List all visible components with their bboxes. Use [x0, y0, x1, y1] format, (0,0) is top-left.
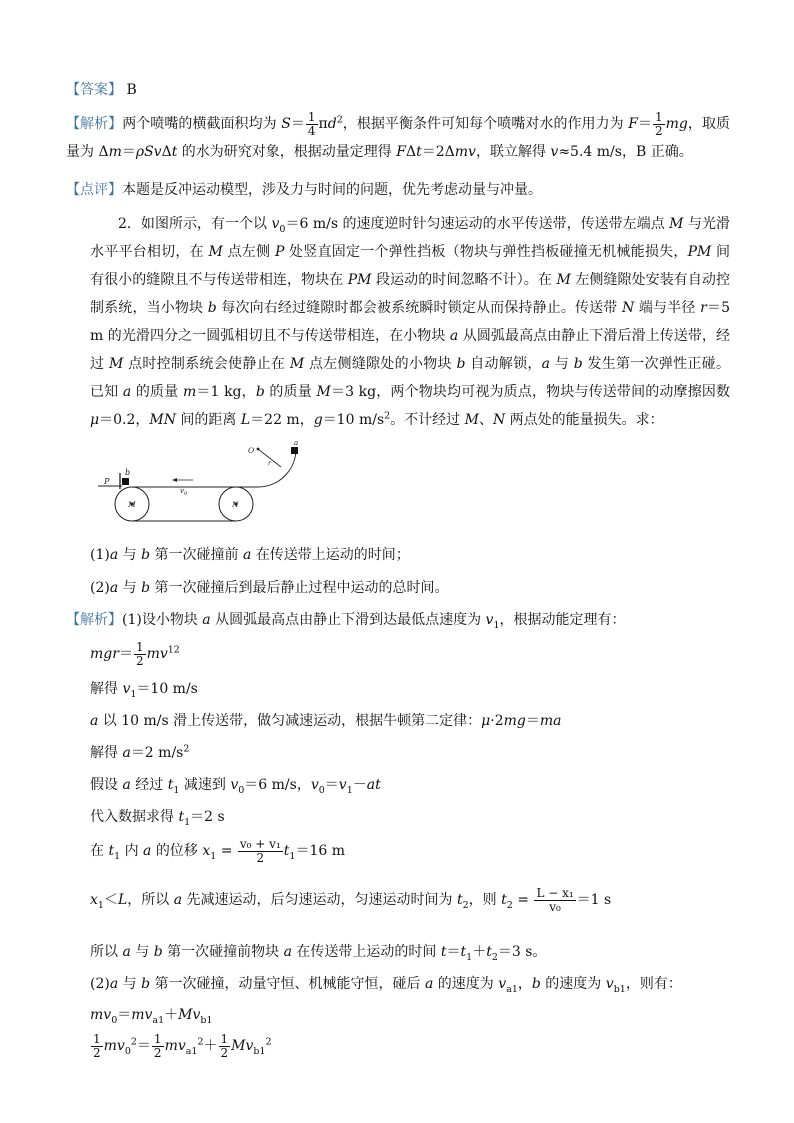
text-run: 在 [90, 843, 109, 859]
math-variable: b [141, 547, 151, 563]
solution-line [90, 938, 730, 966]
fraction [219, 1033, 231, 1060]
math-variable: v [498, 976, 507, 992]
fraction-denominator: v₀ [549, 899, 561, 914]
math-variable: t [178, 809, 185, 825]
fraction-numerator: 1 [135, 639, 144, 654]
text-run: ，所以 [127, 892, 174, 908]
fraction-denominator: 2 [93, 1045, 101, 1060]
text-run: ＝ [324, 777, 339, 793]
math-variable: M [316, 384, 331, 400]
math-variable: a [122, 944, 131, 960]
text-run: ＝ [446, 944, 461, 960]
math-variable: t [440, 944, 447, 960]
text-run: 2．如图所示，有一个以 [118, 216, 272, 232]
text-run: π [318, 116, 328, 132]
text-run: ＝ [118, 646, 133, 662]
math-variable: m [182, 384, 197, 400]
text-run: Δ [405, 144, 417, 160]
text-run: 、 [478, 412, 493, 428]
section-tag: 【解析】 [66, 612, 122, 628]
subscript: 1 [346, 784, 353, 796]
block-a [291, 447, 298, 454]
math-variable: a [242, 547, 252, 563]
math-variable: a [202, 612, 211, 628]
text-run: Δ [161, 144, 172, 160]
text-run: 第一次碰撞，动量守恒、机械能守恒，碰后 [150, 976, 425, 992]
text-run: ＝3 kg，两个物块均可视为质点，物块与传送带间的动摩擦因数 [330, 384, 731, 400]
question-2 [90, 574, 730, 602]
text-run: ≈5.4 m/s，B 正确。 [558, 144, 693, 160]
text-run: ＋ [472, 944, 487, 960]
text-run: 的位移 [151, 843, 203, 859]
text-run: 与 [118, 976, 142, 992]
text-run: ＝ [121, 144, 136, 160]
text-run: ·2 [490, 713, 504, 729]
math-variable: m [108, 144, 122, 160]
solution-line [90, 1001, 730, 1029]
math-variable: L [240, 412, 251, 428]
subscript: 2 [491, 951, 498, 963]
math-variable: μ [481, 713, 491, 729]
math-variable: v [338, 777, 347, 793]
text-run: ＝2 s [190, 809, 225, 825]
subscript: b1 [253, 1045, 266, 1057]
text-run: 自动解锁， [465, 356, 542, 372]
text-run: 点时控制系统会使静止在 [123, 356, 290, 372]
text-run: ＝2 m/s [130, 745, 184, 761]
math-variable: a [109, 976, 119, 992]
superscript: 2 [130, 1036, 137, 1048]
math-variable: mv [90, 1007, 112, 1023]
label-a: a [294, 439, 299, 447]
math-variable: a [541, 356, 551, 372]
text-run: 在传送带上运动的时间； [251, 547, 410, 563]
quarter-arc [236, 449, 296, 487]
text-run: ＝22 m， [250, 412, 314, 428]
analysis-paragraph [66, 110, 730, 166]
math-variable: v [485, 612, 494, 628]
text-run: ＝16 m [295, 843, 346, 859]
math-variable: b [141, 976, 151, 992]
text-run: B [122, 82, 137, 98]
text-run: 两个喷嘴的横截面积均为 [122, 116, 282, 132]
fraction-denominator: 4 [307, 123, 316, 138]
math-variable: at [366, 777, 381, 793]
fraction-numerator: 1 [655, 109, 663, 124]
math-variable: v [310, 777, 319, 793]
label-r: r [268, 459, 272, 467]
math-variable: t [456, 892, 463, 908]
math-variable: MN [149, 412, 176, 428]
math-variable: b [573, 356, 583, 372]
math-variable: mv [103, 1038, 125, 1054]
math-variable: b [531, 976, 541, 992]
text-run: ＝ [117, 1007, 132, 1023]
math-variable: a [424, 976, 434, 992]
solution-line [90, 970, 730, 998]
text-run: ＝6 m/s， [244, 777, 311, 793]
math-variable: L [117, 892, 128, 908]
solution-intro [66, 606, 730, 634]
block-b [122, 478, 129, 485]
math-variable: b [141, 580, 151, 596]
subscript: b1 [613, 983, 626, 995]
math-variable: mv [164, 1038, 186, 1054]
text-run: ， [517, 976, 532, 992]
math-variable: v [550, 144, 559, 160]
text-run: ＝3 s。 [497, 944, 547, 960]
math-variable: M [464, 412, 479, 428]
text-run: 发生第一次弹性正碰。已知 [90, 356, 730, 400]
fraction-numerator: v₀ + v₁ [239, 836, 281, 851]
math-variable: v [605, 976, 614, 992]
text-run: (2) [90, 976, 110, 992]
math-variable: r [700, 300, 707, 316]
text-run: 从圆弧最高点由静止下滑到达最低点速度为 [210, 612, 486, 628]
math-variable: t [486, 944, 492, 960]
text-run: 本题是反冲运动模型，涉及力与时间的问题，优先考虑动量与冲量。 [122, 182, 542, 198]
solution-line [90, 886, 730, 914]
label-n: N [232, 500, 239, 509]
text-run: ＝ [136, 1038, 151, 1054]
math-variable: t [416, 144, 422, 160]
text-run: 两点处的能量损失。求： [505, 412, 664, 428]
label-p: P [104, 477, 110, 486]
comment-paragraph [66, 176, 730, 204]
math-variable: F [396, 144, 406, 160]
subscript: 1 [466, 951, 473, 963]
text-run: － [352, 777, 367, 793]
math-variable: M [208, 244, 223, 260]
text-run: ＝1 kg， [196, 384, 256, 400]
text-run: ＜ [103, 892, 118, 908]
subscript: b1 [200, 1014, 213, 1026]
fraction-denominator: 2 [135, 653, 144, 668]
math-variable: F [628, 116, 638, 132]
text-run: 的速度为 [540, 976, 606, 992]
math-variable: x [202, 843, 211, 859]
solution-line [90, 837, 730, 865]
text-run: 从圆弧最高点由静止下滑后滑上传送带，经过 [90, 328, 730, 372]
math-variable: a [90, 713, 99, 729]
text-run: 代入数据求得 [90, 809, 179, 825]
text-run: 第一次碰撞后到最后静止过程中运动的总时间。 [150, 580, 449, 596]
subscript: 1 [210, 850, 217, 862]
text-run: 减速到 [179, 777, 231, 793]
text-run: 与 [118, 580, 142, 596]
subscript: 0 [111, 1014, 118, 1026]
superscript: 2 [384, 410, 391, 422]
problem-2-statement [90, 210, 730, 434]
text-run: (1)设小物块 [122, 612, 203, 628]
text-run: 与光滑水平平台相切，在 [90, 216, 730, 260]
text-run: ＝1 s [576, 892, 612, 908]
math-variable: PM [687, 244, 712, 260]
text-run: 内 [120, 843, 144, 859]
math-variable: Mv [178, 1007, 201, 1023]
text-run: 假设 [90, 777, 123, 793]
text-run: = [512, 892, 534, 908]
math-variable: t [283, 843, 290, 859]
text-run: 以 10 m/s 滑上传送带，做匀减速运动，根据牛顿第二定律： [98, 713, 482, 729]
text-run: 段运动的时间忽略不计）。在 [371, 272, 557, 288]
math-variable: t [108, 843, 115, 859]
math-variable: ρSv [135, 144, 162, 160]
subscript: 1 [173, 784, 180, 796]
fraction-denominator: 2 [220, 1045, 229, 1060]
math-variable: mgr [90, 646, 119, 662]
question-1 [90, 541, 730, 569]
subscript: a1 [152, 1014, 165, 1026]
math-variable: x [90, 892, 98, 908]
math-variable: N [622, 300, 635, 316]
text-run: 的质量 [131, 384, 183, 400]
fraction [653, 111, 665, 138]
fraction [134, 641, 146, 668]
math-variable: μ [90, 412, 100, 428]
text-run: 的水为研究对象，根据动量定理得 [177, 144, 397, 160]
text-run: 间有很小的缝隙且不与传送带相连，物块在 [90, 244, 731, 288]
math-variable: a [109, 580, 119, 596]
fraction-numerator: L − x₁ [536, 885, 574, 900]
math-variable: mv [146, 646, 168, 662]
math-variable: t [171, 144, 178, 160]
label-m: M [128, 500, 136, 509]
text-run: ＝ [637, 116, 652, 132]
subscript: 2 [506, 899, 513, 911]
text-run: 。不计经过 [390, 412, 465, 428]
text-run: 与 [118, 547, 142, 563]
conveyor-belt-diagram [98, 439, 312, 527]
text-run: 所以 [90, 944, 123, 960]
math-variable: PM [347, 272, 372, 288]
answer-paragraph [66, 76, 730, 104]
math-variable: b [255, 384, 265, 400]
fraction-numerator: 1 [93, 1031, 101, 1046]
superscript: 2 [336, 114, 343, 126]
text-run: 点左侧缝隙处的小物块 [304, 356, 457, 372]
text-run: 端与半径 [634, 300, 701, 316]
subscript: 2 [462, 899, 469, 911]
label-b: b [125, 468, 131, 477]
math-variable: d [327, 116, 337, 132]
text-run: ＝ [290, 116, 305, 132]
subscript: 0 [279, 223, 286, 235]
fraction-denominator: 2 [256, 850, 265, 865]
fraction [306, 111, 318, 138]
superscript: 2 [183, 743, 190, 755]
math-variable: M [289, 356, 305, 372]
text-run: ＝5 m 的光滑四分之一圆弧相切且不与传送带相连，在小物块 [90, 300, 730, 344]
text-run: 解得 [90, 681, 123, 697]
solution-line [90, 771, 730, 799]
text-run: 每次向右经过缝隙时都会被系统瞬时锁定从而保持静止。传送带 [216, 300, 623, 316]
fraction-numerator: 1 [153, 1031, 162, 1046]
math-variable: mv [454, 144, 476, 160]
text-run: 解得 [90, 745, 123, 761]
text-run: 与 [550, 356, 574, 372]
text-run: ＝10 m/s [136, 681, 198, 697]
math-variable: ma [539, 713, 562, 729]
math-variable: mg [665, 116, 688, 132]
text-run: 先减速运动，后匀速运动，匀速运动时间为 [182, 892, 457, 908]
solution-line [90, 1032, 730, 1060]
math-variable: v [230, 777, 239, 793]
math-variable: a [122, 777, 131, 793]
superscript: 12 [167, 644, 180, 656]
solution-line [90, 739, 730, 767]
superscript: 2 [197, 1036, 204, 1048]
text-run: ，则 [468, 892, 502, 908]
solution-line [90, 803, 730, 831]
text-run: (1) [90, 547, 110, 563]
fraction [91, 1033, 103, 1060]
text-run: 的质量 [264, 384, 317, 400]
velocity-arrowhead [172, 478, 177, 482]
fraction-numerator: 1 [307, 109, 316, 124]
math-variable: v [122, 681, 131, 697]
math-variable: v [271, 216, 280, 232]
text-run: 与 [130, 944, 154, 960]
label-o: O [248, 446, 255, 455]
text-run: ，根据动能定理有： [499, 612, 626, 628]
subscript: 1 [130, 688, 137, 700]
math-variable: a [283, 944, 292, 960]
label-v0: $v_0$ [180, 487, 188, 497]
math-variable: a [173, 892, 183, 908]
text-run: 处竖直固定一个弹性挡板（物块与弹性挡板碰撞无机械能损失， [284, 244, 688, 260]
fraction [238, 838, 283, 865]
math-variable: b [456, 356, 466, 372]
math-variable: a [122, 384, 132, 400]
subscript: 1 [289, 850, 296, 862]
superscript: 2 [265, 1036, 272, 1048]
math-variable: b [153, 944, 163, 960]
text-run: 点左侧 [222, 244, 275, 260]
fraction-denominator: 2 [153, 1045, 162, 1060]
subscript: 0 [124, 1045, 131, 1057]
solution-line [90, 707, 730, 735]
math-variable: P [274, 244, 285, 260]
math-variable: g [313, 412, 323, 428]
text-run: 间的距离 [175, 412, 241, 428]
fraction-denominator: 2 [655, 123, 663, 138]
fraction [152, 1033, 164, 1060]
subscript: 0 [238, 784, 245, 796]
text-run: 在传送带上运动的时间 [291, 944, 441, 960]
math-variable: M [556, 272, 571, 288]
text-run: ＋ [164, 1007, 179, 1023]
solution-line [90, 640, 730, 668]
text-run: 第一次碰撞前 [150, 547, 243, 563]
subscript: 1 [97, 899, 104, 911]
text-run: = [216, 843, 237, 859]
subscript: a1 [185, 1045, 198, 1057]
math-variable: a [122, 745, 131, 761]
arc-center-o [257, 448, 260, 451]
text-run: ＝6 m/s 的速度逆时针匀速运动的水平传送带，传送带左端点 [285, 216, 670, 232]
subscript: 1 [114, 850, 121, 862]
math-variable: t [501, 892, 507, 908]
math-variable: t [167, 777, 174, 793]
subscript: a1 [506, 983, 518, 995]
text-run: 的速度为 [433, 976, 499, 992]
text-run: ，联立解得 [475, 144, 551, 160]
math-variable: M [109, 356, 124, 372]
text-run: ＋ [203, 1038, 218, 1054]
math-variable: a [143, 843, 152, 859]
math-variable: b [207, 300, 217, 316]
math-variable: M [669, 216, 684, 232]
text-run: (2) [90, 580, 110, 596]
subscript: 1 [184, 816, 191, 828]
text-run: ＝0.2， [99, 412, 150, 428]
math-variable: Mv [231, 1038, 254, 1054]
section-tag: 【解析】 [66, 116, 123, 132]
section-tag: 【点评】 [66, 182, 122, 198]
math-variable: a [449, 328, 459, 344]
subscript: 0 [318, 784, 325, 796]
math-variable: mg [503, 713, 526, 729]
math-variable: a [109, 547, 119, 563]
subscript: 1 [493, 619, 500, 631]
text-run: ，则有： [625, 976, 682, 992]
text-run: ，取质量为 Δ [66, 116, 731, 160]
text-run: ＝2Δ [421, 144, 455, 160]
solution-line [90, 675, 730, 703]
text-run: ，根据平衡条件可知每个喷嘴对水的作用力为 [342, 116, 629, 132]
math-variable: S [281, 116, 291, 132]
text-run: 第一次碰撞前物块 [162, 944, 284, 960]
section-tag: 【答案】 [66, 82, 122, 98]
fraction-numerator: 1 [220, 1031, 229, 1046]
math-variable: mv [131, 1007, 153, 1023]
math-variable: N [492, 412, 506, 428]
fraction [534, 887, 575, 914]
math-variable: t [460, 944, 467, 960]
text-run: ＝ [525, 713, 540, 729]
text-run: ＝10 m/s [322, 412, 385, 428]
text-run: 经过 [130, 777, 168, 793]
text-run: 左侧缝隙处安装有自动控制系统，当小物块 [90, 272, 730, 316]
